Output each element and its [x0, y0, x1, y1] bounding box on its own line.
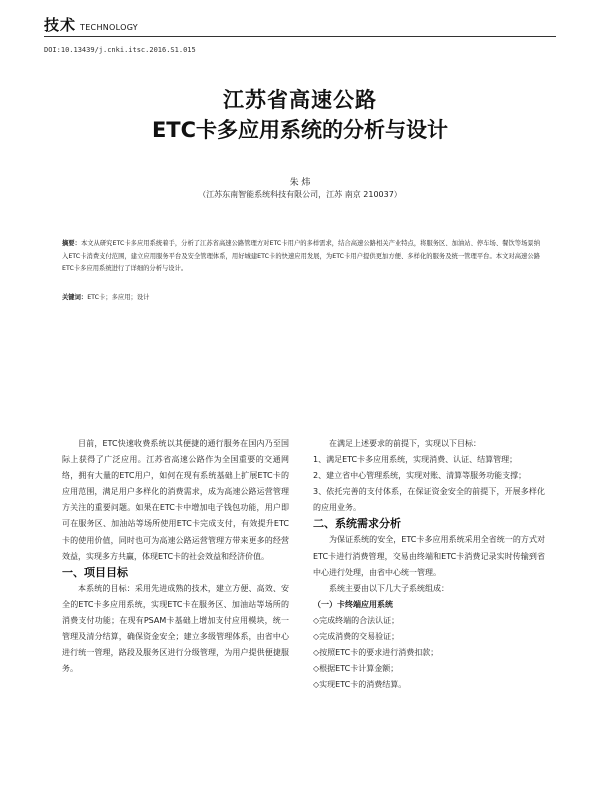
title-line-2: ETC卡多应用系统的分析与设计 — [151, 118, 449, 142]
section-heading-1: 一、项目目标 — [62, 565, 128, 579]
header-divider — [44, 36, 556, 37]
section-heading-2: 二、系统需求分析 — [313, 517, 401, 531]
keywords — [62, 292, 540, 301]
list-item: 1、满足ETC卡多应用系统，实现消费、认证、结算管理； — [313, 455, 518, 465]
bullet-item: ◇按照ETC卡的要求进行消费扣款； — [313, 648, 439, 658]
section-label-en: TECHNOLOGY — [80, 23, 138, 32]
keywords-label: 关键词： — [62, 294, 88, 301]
section-label: 技术 — [44, 16, 77, 34]
list-item: 3、依托完善的支付体系，在保证资金安全的前提下，开展多样化的应用业务。 — [313, 487, 545, 513]
list-item: 2、建立省中心管理系统，实现对账、清算等服务功能支撑； — [313, 471, 527, 481]
right-column — [313, 436, 545, 693]
bullet-item: ◇完成消费的交易验证； — [313, 632, 400, 642]
left-column — [62, 436, 289, 677]
bullet-item: ◇根据ETC卡计算金额； — [313, 664, 399, 674]
analysis-paragraph: 系统主要由以下几大子系统组成： — [329, 583, 449, 593]
abstract-text: 本文从研究ETC卡多应用系统着手，分析了江苏省高速公路管理方对ETC卡用户的多样需求，结合高速公路相关产业特点，将服务区、加油站、停车场、餐饮等场景纳入ETC卡消费支付范围，建立应用服务平台及安全管理体系，用好城建ETC卡的快速应用发展，为ETC卡用户提供更加方便、多样化的服务及统一管理平台。本文对高速公路ETC卡多应用系统进行了详细的分析与设计。 — [62, 240, 540, 272]
goal-paragraph: 本系统的目标：采用先进成熟的技术，建立方便、高效、安全的ETC卡多应用系统，实现ETC卡在服务区、加油站等场所的消费支付功能；在现有PSAM卡基础上增加支付应用模块，统一管理及清分结算，确保资金安全；建立多级管理体系，由省中心进行统一管理，路段及服务区进行分级管理，为用户提供便捷服务。 — [62, 583, 289, 674]
abstract — [62, 238, 540, 276]
title-line-1: 江苏省高速公路 — [223, 88, 377, 112]
intro-paragraph: 目前，ETC快速收费系统以其便捷的通行服务在国内乃至国际上获得了广泛应用。江苏省高速公路作为全国重要的交通网络，拥有大量的ETC用户，如何在现有系统基础上扩展ETC卡的应用范围，满足用户多样化的消费需求，成为高速公路运营管理方关注的重要问题。如果在ETC卡中增加电子钱包功能，用户即可在服务区、加油站等场所使用ETC卡完成支付，有效提升ETC卡的使用价值，同时也可为高速公路运营管理方带来更多的经营效益，实现多方共赢，体现ETC卡的社会效益和经济价值。 — [62, 439, 289, 561]
right-intro: 在满足上述要求的前提下，实现以下目标： — [329, 439, 481, 448]
subsection-heading: （一）卡终端应用系统 — [313, 599, 393, 609]
running-header — [44, 14, 138, 36]
keywords-text: ETC卡；多应用；设计 — [87, 294, 150, 301]
abstract-label: 摘要： — [62, 240, 81, 247]
author-affiliation: （江苏东南智能系统科技有限公司，江苏 南京 210037） — [198, 190, 402, 199]
doi-line: DOI:10.13439/j.cnki.itsc.2016.S1.015 — [44, 46, 196, 54]
author-name: 朱 炜 — [289, 178, 311, 188]
analysis-paragraph: 为保证系统的安全，ETC卡多应用系统采用全省统一的方式对ETC卡进行消费管理，交易由终端和ETC卡消费记录实时传输到省中心进行处理，由省中心统一管理。 — [313, 535, 545, 577]
bullet-item: ◇完成终端的合法认证； — [313, 615, 400, 625]
bullet-item: ◇实现ETC卡的消费结算。 — [313, 680, 407, 690]
